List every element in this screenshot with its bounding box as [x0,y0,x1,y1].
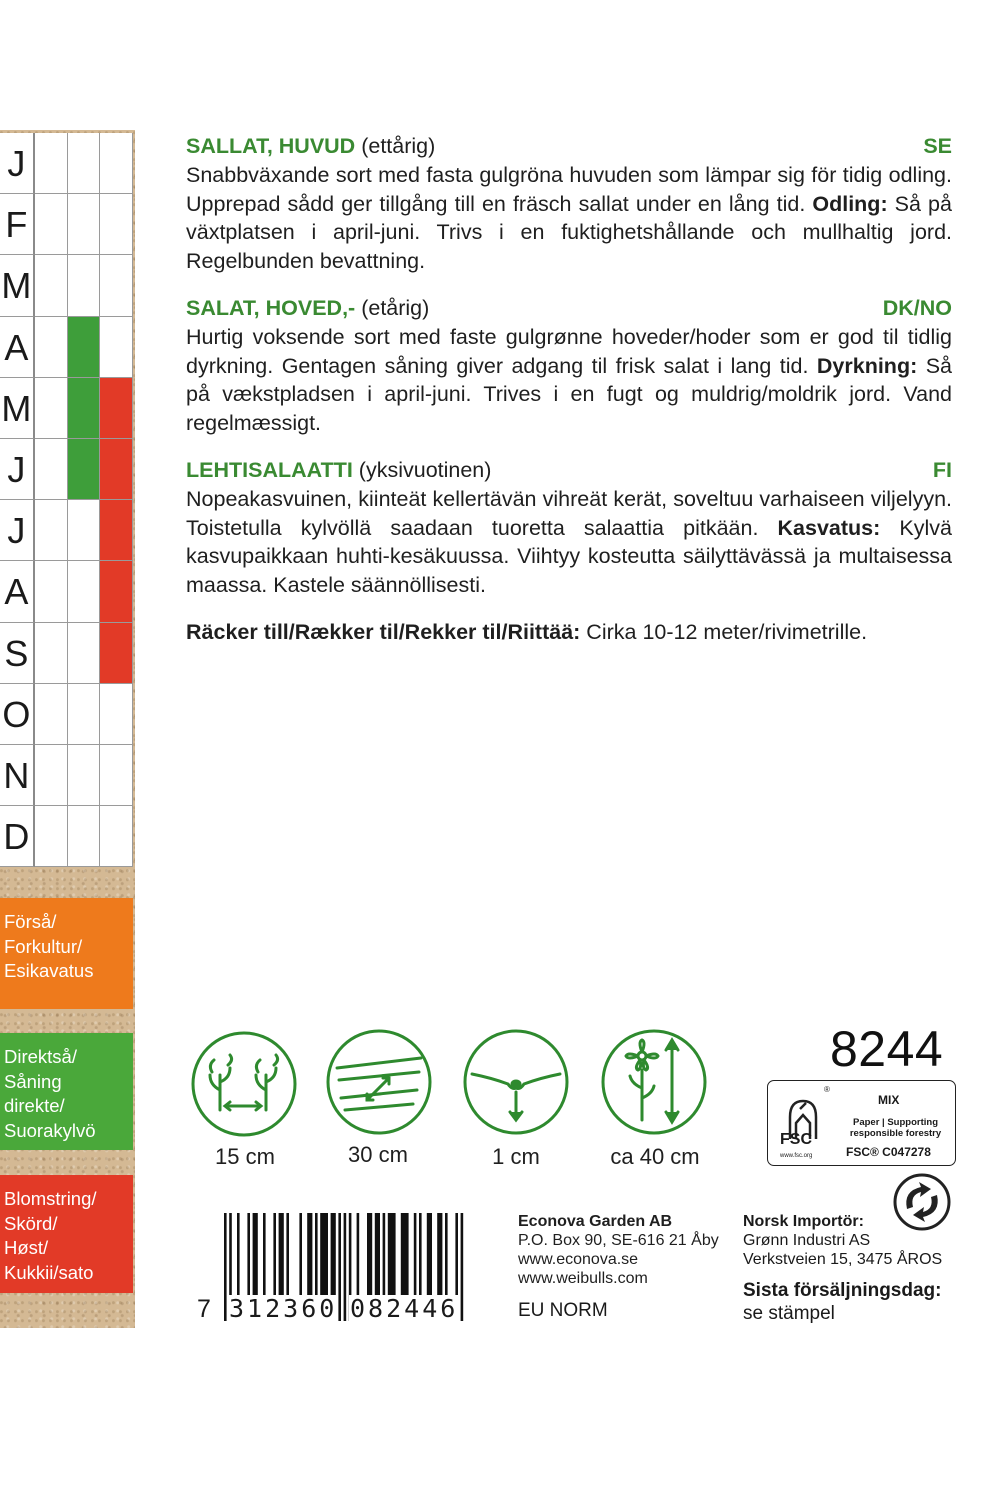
harvest-cell [100,500,133,561]
plant-height-icon [600,1028,708,1136]
month-label: O [0,684,35,745]
calendar-row [0,194,133,255]
body-bold: Kasvatus: [777,515,881,540]
barcode-bar [247,1213,250,1305]
month-label: N [0,745,35,806]
importer-name: Grønn Industri AS [743,1232,871,1249]
harvest-cell [100,806,133,867]
calendar-row [0,745,133,806]
legend-direct-sow [0,1033,133,1150]
body-text: Snabbväxande sort med fasta gulgröna huvuden som lämpar sig för tidig odling. Upprepad sådd ger tillgång till en fräsch sallat under en lång tid. [186,162,952,216]
company-web: www.econova.se [518,1251,639,1268]
fsc-site: www.fsc.org [780,1153,813,1159]
barcode-group-1: 312360 [229,1294,338,1323]
month-label: A [0,561,35,622]
body-text: Nopeakasvuinen, kiinteät kellertävän vihreät kerät, soveltuu varhaiseen viljelyyn. Toistetulla kylvöllä saadaan tuoretta salaattia pitkään. [186,486,952,540]
section-body [186,323,952,438]
presow-cell [35,500,68,561]
harvest-cell [100,317,133,378]
barcode-bar [437,1213,442,1305]
barcode-bar [461,1213,464,1321]
section-heading [186,456,952,485]
direct-sow-cell [68,684,101,745]
fsc-label [767,1080,956,1166]
harvest-cell [100,745,133,806]
section-title: SALLAT, HUVUD [186,134,356,158]
harvest-cell [100,439,133,500]
barcode-bar [320,1213,328,1305]
calendar-row [0,684,133,745]
calendar-row [0,561,133,622]
harvest-cell [100,133,133,194]
direct-sow-cell [68,745,101,806]
presow-cell [35,194,68,255]
month-label: J [0,500,35,561]
calendar-row [0,378,133,439]
presow-cell [35,378,68,439]
barcode-bar [401,1213,409,1305]
harvest-cell [100,623,133,684]
barcode-bar [427,1213,432,1305]
fsc-tree-icon [774,1089,832,1163]
body-text: Så på vækstpladsen i april-juni. Trives i en fugt og muldrig/moldrik jord. Vand regelmæssigt. [186,353,952,436]
fsc-code: FSC® C047278 [846,1145,931,1159]
plant-height-label: ca 40 cm [610,1144,700,1169]
legend-presow-line: Förså/ [4,911,57,932]
barcode-digit-first: 7 [197,1295,211,1323]
importer-info [743,1212,942,1269]
section-subtitle: (etårig) [361,295,430,320]
month-label: J [0,133,35,194]
direct-sow-cell [68,194,101,255]
language-code: SE [923,134,952,158]
section-title-wrap [186,294,429,323]
direct-sow-cell [68,133,101,194]
fsc-mix: MIX [878,1093,900,1107]
yield-info [186,618,952,647]
body-bold: Odling: [812,191,888,216]
section-subtitle: (ettårig) [361,134,436,158]
month-label: F [0,194,35,255]
legend-harvest-line: Høst/ [4,1237,49,1258]
barcode-bar [253,1213,258,1305]
fsc-logo-text: FSC [780,1131,812,1148]
legend-harvest [0,1175,133,1293]
section-fi [186,456,952,600]
description-area [186,132,952,647]
barcode-bar [263,1213,266,1305]
plant-spacing-icon [190,1030,298,1138]
section-heading [186,294,952,323]
presow-cell [35,806,68,867]
presow-cell [35,133,68,194]
eu-norm: EU NORM [518,1300,608,1321]
yield-label: Räcker till/Rækker til/Rekker til/Riittää: [186,619,581,644]
section-title-wrap [186,456,491,485]
month-label: D [0,806,35,867]
importer-address: Verkstveien 15, 3475 ÅROS [743,1251,943,1268]
barcode-bar [273,1213,276,1305]
barcode-bar [357,1213,360,1305]
sowing-depth-icon [462,1028,570,1136]
section-title: SALAT, HOVED,- [186,295,356,320]
legend-harvest-line: Skörd/ [4,1212,58,1234]
direct-sow-cell [68,378,101,439]
barcode-bar [279,1213,284,1305]
section-body [186,485,952,600]
section-heading [186,132,952,161]
barcode-bar [388,1213,396,1305]
legend-presow-line: Esikavatus [4,960,94,981]
barcode-bar [383,1213,386,1305]
barcode-bar [419,1213,422,1305]
section-dk-no [186,294,952,438]
legend-presow [0,898,133,1009]
legend-presow-line: Forkultur/ [4,935,83,957]
legend-direct-line: Direktså/ [4,1046,77,1067]
presow-cell [35,623,68,684]
plant-spacing-label: 15 cm [215,1144,275,1169]
harvest-cell [100,255,133,316]
month-label: M [0,378,35,439]
fsc-line: Paper | Supporting [853,1117,938,1128]
row-spacing-label: 30 cm [348,1142,408,1167]
harvest-cell [100,378,133,439]
barcode-bar [414,1213,417,1305]
harvest-cell [100,561,133,622]
legend-direct-line: Såning [4,1070,62,1092]
body-text: Kylvä kasvupaikkaan huhti-kesäkuussa. Viihtyy kosteutta säilyttävässä ja multaisessa maassa. Kastele säännöllisesti. [186,515,952,598]
direct-sow-cell [68,623,101,684]
legend-harvest-line: Blomstring/ [4,1188,97,1209]
barcode-bar [375,1213,380,1305]
presow-cell [35,745,68,806]
presow-cell [35,561,68,622]
direct-sow-cell [68,317,101,378]
barcode-group-2: 082446 [350,1294,459,1323]
sowing-depth-label: 1 cm [492,1144,540,1169]
month-label: S [0,623,35,684]
registered-mark: ® [824,1085,830,1094]
company-name: Econova Garden AB [518,1213,673,1230]
yield-value: Cirka 10-12 meter/rivimetrille. [580,619,868,644]
harvest-cell [100,194,133,255]
harvest-cell [100,684,133,745]
month-label: M [0,255,35,316]
direct-sow-cell [68,439,101,500]
body-bold: Dyrkning: [816,353,918,378]
barcode-bar [367,1213,372,1305]
calendar-row [0,806,133,867]
legend-direct-line: direkte/ [4,1095,65,1116]
month-label: A [0,317,35,378]
direct-sow-cell [68,561,101,622]
language-code: DK/NO [882,295,952,320]
language-code: FI [932,457,952,482]
fsc-line: responsible forestry [849,1128,942,1139]
row-spacing-icon [325,1028,433,1136]
calendar-row [0,317,133,378]
section-title: LEHTISALAATTI [186,457,353,482]
importer-label: Norsk Importör: [743,1213,864,1230]
barcode-bar [315,1213,318,1305]
sales-date-value: se stämpel [743,1303,835,1324]
direct-sow-cell [68,500,101,561]
presow-cell [35,439,68,500]
article-number: 8244 [830,1021,944,1077]
calendar-row [0,255,133,316]
section-subtitle: (yksivuotinen) [358,457,492,482]
company-web: www.weibulls.com [518,1270,648,1287]
sales-date [743,1279,941,1325]
calendar-row [0,439,133,500]
calendar-row [0,500,133,561]
section-title-wrap [186,132,435,161]
barcode-bar [331,1213,336,1305]
barcode-bar [338,1213,341,1321]
calendar-row [0,133,133,194]
calendar-row [0,623,133,684]
barcode-bar [286,1213,289,1305]
month-label: J [0,439,35,500]
direct-sow-cell [68,255,101,316]
section-body [186,161,952,276]
company-info [518,1212,719,1288]
company-address: P.O. Box 90, SE-616 21 Åby [518,1232,719,1249]
barcode-bar [307,1213,312,1305]
section-se [186,132,952,276]
barcode-bar [224,1213,227,1321]
barcode-bar [344,1213,347,1321]
direct-sow-cell [68,806,101,867]
barcode-bar [445,1213,448,1305]
sales-date-label: Sista försäljningsdag: [743,1280,942,1301]
presow-cell [35,684,68,745]
legend-direct-line: Suorakylvö [4,1119,96,1141]
body-text: Hurtig voksende sort med faste gulgrønne hoveder/hoder som er god til tidlig dyrkning. Gentagen såning giver adgang til frisk salat i lang tid. [186,324,952,378]
presow-cell [35,317,68,378]
barcode-bar [237,1213,240,1305]
barcode-bar [299,1213,302,1305]
presow-cell [35,255,68,316]
legend-harvest-line: Kukkii/sato [4,1261,94,1283]
sowing-calendar [0,133,133,867]
body-text: Så på växtplatsen i april-juni. Trivs i en fuktighetshållande och mullhaltig jord. Regelbunden bevattning. [186,191,952,274]
